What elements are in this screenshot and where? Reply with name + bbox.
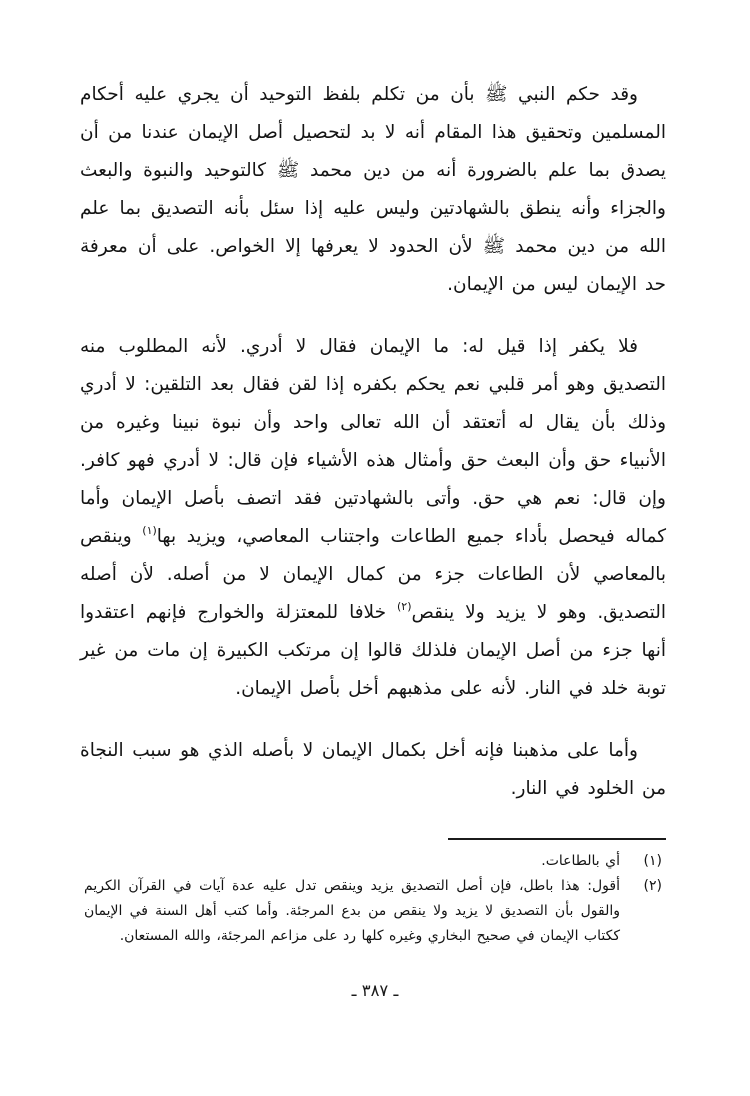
footnote-1-marker: (١) xyxy=(643,853,662,869)
paragraph-2 xyxy=(80,328,666,708)
page-number: ـ ٣٨٧ ـ xyxy=(351,981,399,1000)
paragraph-3: وأما على مذهبنا فإنه أخل بكمال الإيمان لا بأصله الذي هو سبب النجاة من الخلود في النار. xyxy=(80,740,666,799)
paragraph-2-text-b: وينقص بالمعاصي لأن الطاعات جزء من كمال الإيمان لا من أصله. لأن أصله التصديق. وهو لا يزيد ولا ينقص xyxy=(80,526,666,623)
footnote-1 xyxy=(84,849,662,874)
footnote-separator xyxy=(448,838,666,840)
footnote-area xyxy=(84,838,662,949)
footnote-ref-1: (١) xyxy=(142,524,157,537)
paragraph-1: وقد حكم النبي ﷺ بأن من تكلم بلفظ التوحيد أن يجري عليه أحكام المسلمين وتحقيق هذا المقام أنه لا بد لتحصيل أصل الإيمان عندنا من أن يصدق بما علم بالضرورة أنه من دين محمد ﷺ كالتوحيد والنبوة والبعث والجزاء وأنه ينطق بالشهادتين وليس عليه إذا سئل بأنه التصديق بما علم الله من دين محمد ﷺ لأن الحدود لا يعرفها إلا الخواص. على أن معرفة حد الإيمان ليس من الإيمان. xyxy=(80,84,666,295)
footnote-1-text: أي بالطاعات. xyxy=(541,853,620,869)
paragraph-2-text-c: خلافا للمعتزلة والخوارج فإنهم اعتقدوا أنها جزء من أصل الإيمان فلذلك قالوا إن مرتكب الكبيرة إن مات من غير توبة خلد في النار. لأنه على مذهبهم أخل بأصل الإيمان. xyxy=(80,602,666,699)
footnote-ref-2: (٢) xyxy=(396,600,412,613)
paragraph-2-text-a: فلا يكفر إذا قيل له: ما الإيمان فقال لا أدري. لأنه المطلوب منه التصديق وهو أمر قلبي نعم يحكم بكفره إذا لقن فقال بعد التلقين: لا أدري وذلك بأن يقال له أتعتقد أن الله تعالى واحد وأن نبوة نبينا وغيره من الأنبياء حق وأن البعث حق وأمثال هذه الأشياء فإن قال: لا أدري فهو كافر. وإن قال: نعم هي حق. وأتى بالشهادتين فقد اتصف بأصل الإيمان وأما كماله فيحصل بأداء جميع الطاعات واجتناب المعاصي، ويزيد بها xyxy=(80,336,666,547)
footnote-2-marker: (٢) xyxy=(643,878,662,894)
footnote-2-text: أقول: هذا باطل، فإن أصل التصديق يزيد وينقص تدل عليه عدة آيات في القرآن الكريم والقول بأن التصديق لا يزيد ولا ينقص من بدع المرجئة. وأما كتب أهل السنة في الإيمان ككتاب الإيمان في صحيح البخاري وغيره كلها رد على مزاعم المرجئة، والله المستعان. xyxy=(84,878,620,944)
footnote-2 xyxy=(84,874,662,949)
main-text xyxy=(80,76,666,808)
